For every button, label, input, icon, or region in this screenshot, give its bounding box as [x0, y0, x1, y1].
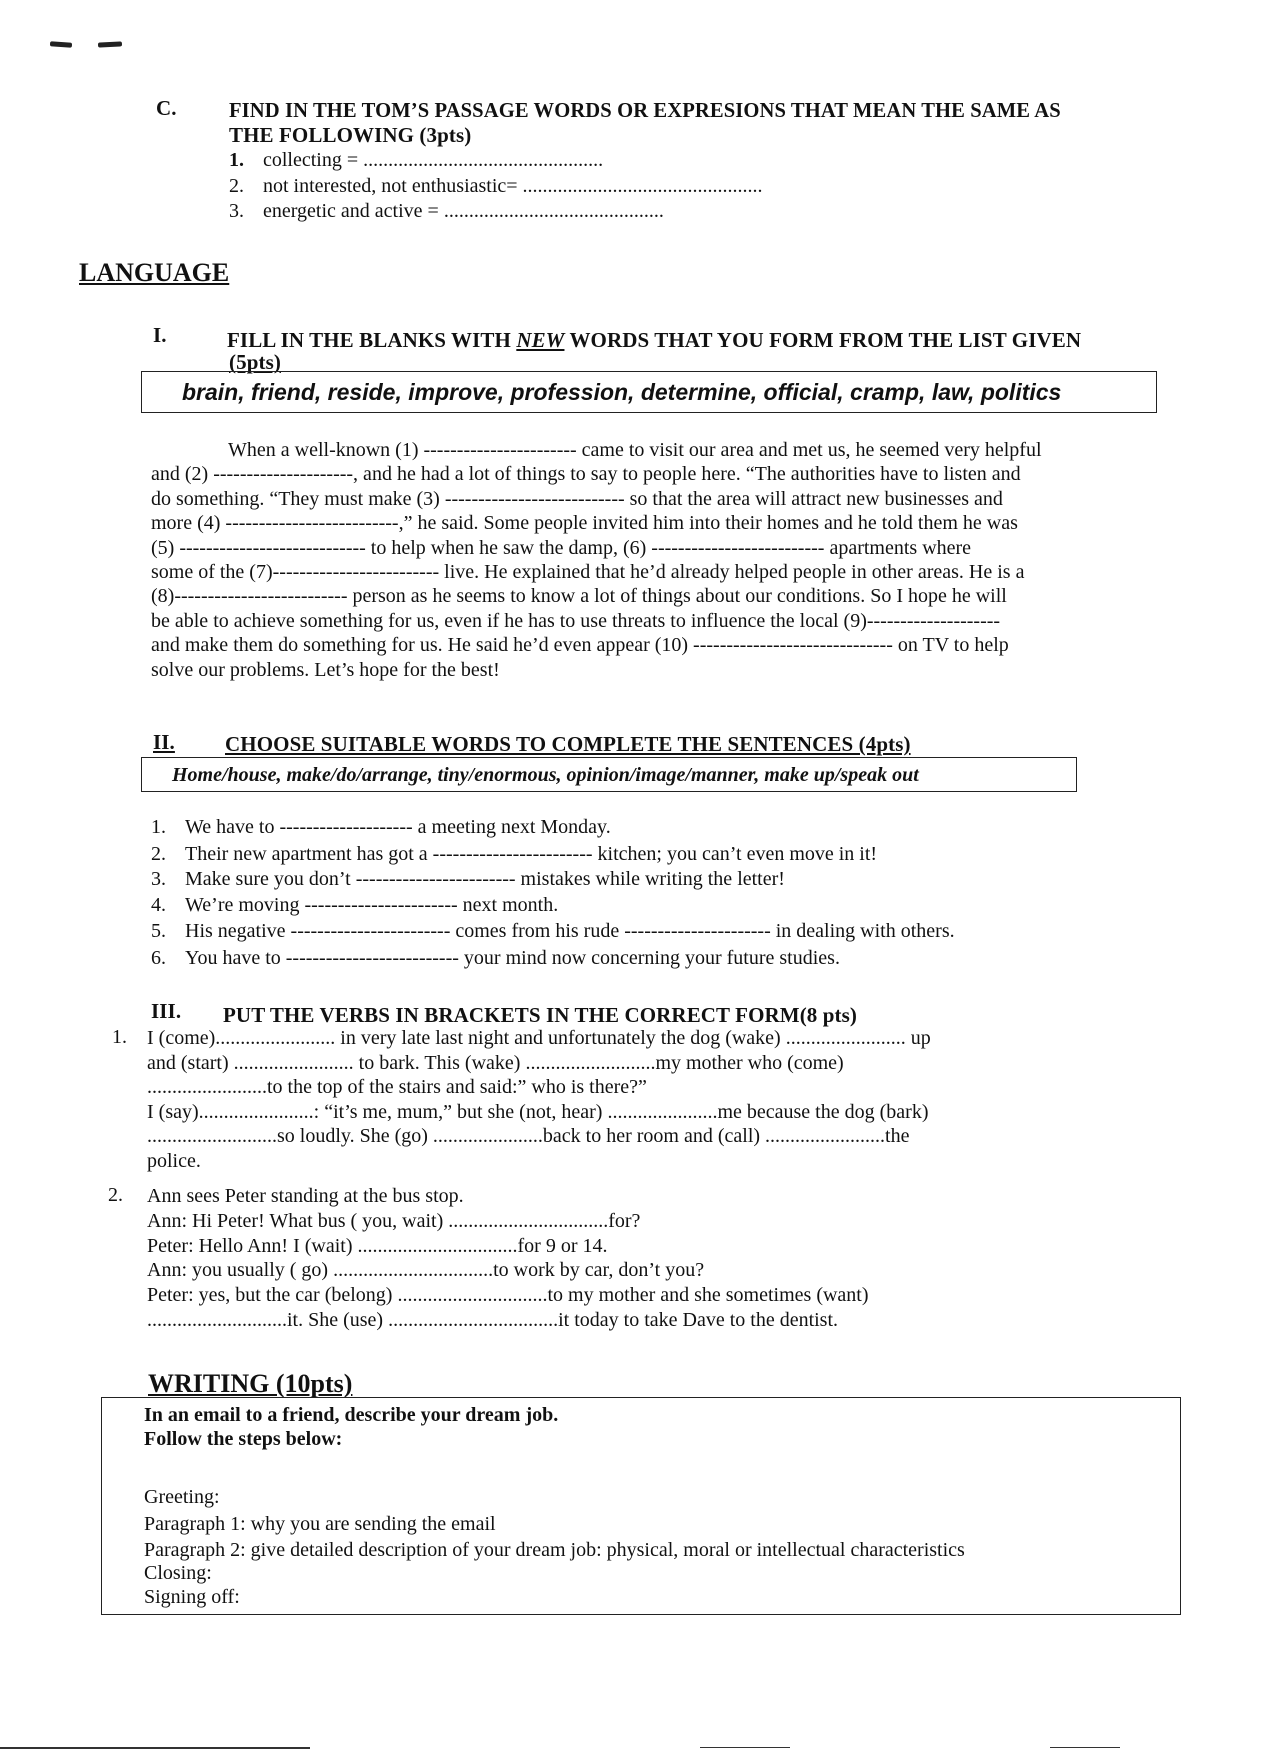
- part3-ex2-number: 2.: [108, 1184, 123, 1206]
- part1-word-list-box: [141, 371, 1157, 413]
- section-c-title-line2: THE FOLLOWING (3pts): [229, 123, 472, 147]
- scan-artifact-line: [1050, 1747, 1120, 1748]
- writing-step: Closing:: [144, 1562, 212, 1584]
- ex1-line: police.: [147, 1149, 201, 1172]
- item-text: His negative ------------------------ comes from his rude ---------------------- in dealing with others.: [185, 920, 955, 942]
- part2-word-list-box: [141, 757, 1077, 792]
- part3-exercise2: [147, 1184, 1181, 1333]
- item-number: 4.: [151, 894, 166, 916]
- section-c-item: [229, 199, 664, 223]
- ex1-line: I (come)........................ in very late last night and unfortunately the dog (wake) ........................ up: [147, 1027, 931, 1049]
- part3-number: III.: [151, 999, 182, 1023]
- writing-step: Signing off:: [144, 1586, 240, 1608]
- item-text: Their new apartment has got a ------------------------ kitchen; you can’t even move in it!: [185, 843, 878, 865]
- part3-ex1-number: 1.: [112, 1026, 127, 1048]
- writing-step: Paragraph 2: give detailed description of your dream job: physical, moral or intellectual characteristics: [144, 1539, 965, 1561]
- part3-exercise1: [147, 1026, 1181, 1174]
- part2-item: [151, 867, 785, 891]
- item-number: 1.: [229, 149, 244, 171]
- passage-line: solve our problems. Let’s hope for the best!: [151, 658, 500, 681]
- language-heading: LANGUAGE: [79, 258, 230, 287]
- part2-item: [151, 815, 611, 839]
- ex1-line: ..........................so loudly. She (go) ......................back to her room and (call) ........................the: [147, 1125, 910, 1148]
- section-c-letter: C.: [156, 96, 177, 120]
- passage-line: more (4) --------------------------,” he said. Some people invited him into their homes and he told them he was: [151, 512, 1018, 535]
- part2-title: CHOOSE SUITABLE WORDS TO COMPLETE THE SENTENCES (4pts): [225, 732, 911, 756]
- ex1-line: ........................to the top of the stairs and said:” who is there?”: [147, 1076, 647, 1099]
- writing-step: Greeting:: [144, 1486, 220, 1508]
- item-number: 3.: [229, 200, 244, 222]
- passage-line: do something. “They must make (3) --------------------------- so that the area will attract new businesses and: [151, 487, 1003, 510]
- part3-title: PUT THE VERBS IN BRACKETS IN THE CORRECT FORM(8 pts): [223, 1003, 857, 1027]
- writing-heading: WRITING (10pts): [148, 1369, 353, 1398]
- writing-box: [101, 1397, 1181, 1615]
- scan-artifact-line: [700, 1747, 790, 1748]
- part2-word-list: Home/house, make/do/arrange, tiny/enormous, opinion/image/manner, make up/speak out: [172, 764, 919, 786]
- part1-points: (5pts): [229, 350, 281, 374]
- writing-prompt-2: Follow the steps below:: [144, 1428, 343, 1450]
- section-c-title-line1: FIND IN THE TOM’S PASSAGE WORDS OR EXPRESIONS THAT MEAN THE SAME AS: [229, 100, 1061, 122]
- passage-line: When a well-known (1) ----------------------- came to visit our area and met us, he seemed very helpful: [228, 439, 1042, 461]
- part2-item: [151, 946, 840, 970]
- section-c-item: [229, 174, 763, 198]
- scan-mark-left: [50, 41, 72, 48]
- item-number: 2.: [229, 175, 244, 197]
- item-number: 1.: [151, 816, 166, 838]
- ex2-line: Peter: Hello Ann! I (wait) ................................for 9 or 14.: [147, 1234, 608, 1257]
- ex2-line: Ann sees Peter standing at the bus stop.: [147, 1185, 464, 1207]
- passage-line: be able to achieve something for us, even if he has to use threats to influence the local (9)--------------------: [151, 609, 1001, 632]
- passage-line: and make them do something for us. He said he’d even appear (10) ------------------------------ on TV to help: [151, 634, 1009, 657]
- passage-line: (8)-------------------------- person as he seems to know a lot of things about our conditions. So I hope he will: [151, 585, 1007, 608]
- passage-line: some of the (7)------------------------- live. He explained that he’d already helped people in other areas. He is a: [151, 561, 1025, 584]
- part1-word-list: brain, friend, reside, improve, profession, determine, official, cramp, law, politics: [182, 379, 1062, 405]
- part1-title: [227, 328, 1081, 352]
- item-text: not interested, not enthusiastic= ................................................: [263, 175, 763, 197]
- part1-title-post: WORDS THAT YOU FORM FROM THE LIST GIVEN: [564, 328, 1082, 352]
- item-text: collecting = ................................................: [263, 149, 604, 171]
- ex2-line: ............................it. She (use) ..................................it today to take Dave to the dentist.: [147, 1308, 839, 1331]
- scan-mark-right: [98, 41, 122, 47]
- part2-number: II.: [153, 730, 175, 754]
- part1-number: I.: [153, 323, 167, 347]
- item-text: We have to -------------------- a meeting next Monday.: [185, 816, 611, 838]
- ex2-line: Peter: yes, but the car (belong) ..............................to my mother and she sometimes (want): [147, 1284, 869, 1307]
- item-text: You have to -------------------------- your mind now concerning your future studies.: [185, 947, 840, 969]
- ex2-line: Ann: you usually ( go) ................................to work by car, don’t you?: [147, 1259, 705, 1282]
- writing-step: Paragraph 1: why you are sending the email: [144, 1513, 496, 1535]
- item-number: 3.: [151, 868, 166, 890]
- scan-artifact-line: [0, 1747, 310, 1749]
- section-c-item: [229, 148, 603, 172]
- writing-prompt-1: In an email to a friend, describe your dream job.: [144, 1404, 559, 1426]
- ex1-line: and (start) ........................ to bark. This (wake) ..........................my mother who (come): [147, 1051, 844, 1074]
- part1-title-new: NEW: [516, 328, 565, 352]
- item-text: energetic and active = ............................................: [263, 200, 664, 222]
- item-number: 2.: [151, 843, 166, 865]
- part2-item: [151, 842, 877, 866]
- part1-title-pre: FILL IN THE BLANKS WITH: [227, 328, 517, 352]
- item-number: 5.: [151, 920, 166, 942]
- part2-item: [151, 893, 558, 917]
- passage-line: (5) ---------------------------- to help when he saw the damp, (6) -------------------------- apartments where: [151, 536, 972, 559]
- writing-steps: [144, 1484, 965, 1610]
- item-text: Make sure you don’t ------------------------ mistakes while writing the letter!: [185, 868, 785, 890]
- ex1-line: I (say).......................: “it’s me, mum,” but she (not, hear) ......................me because the dog (bark): [147, 1100, 929, 1123]
- item-text: We’re moving ----------------------- next month.: [185, 894, 559, 916]
- part1-passage: [151, 438, 1181, 682]
- ex2-line: Ann: Hi Peter! What bus ( you, wait) ................................for?: [147, 1209, 641, 1232]
- part2-item: [151, 919, 955, 943]
- passage-line: and (2) ---------------------, and he had a lot of things to say to people here. “The authorities have to listen and: [151, 463, 1021, 486]
- item-number: 6.: [151, 947, 166, 969]
